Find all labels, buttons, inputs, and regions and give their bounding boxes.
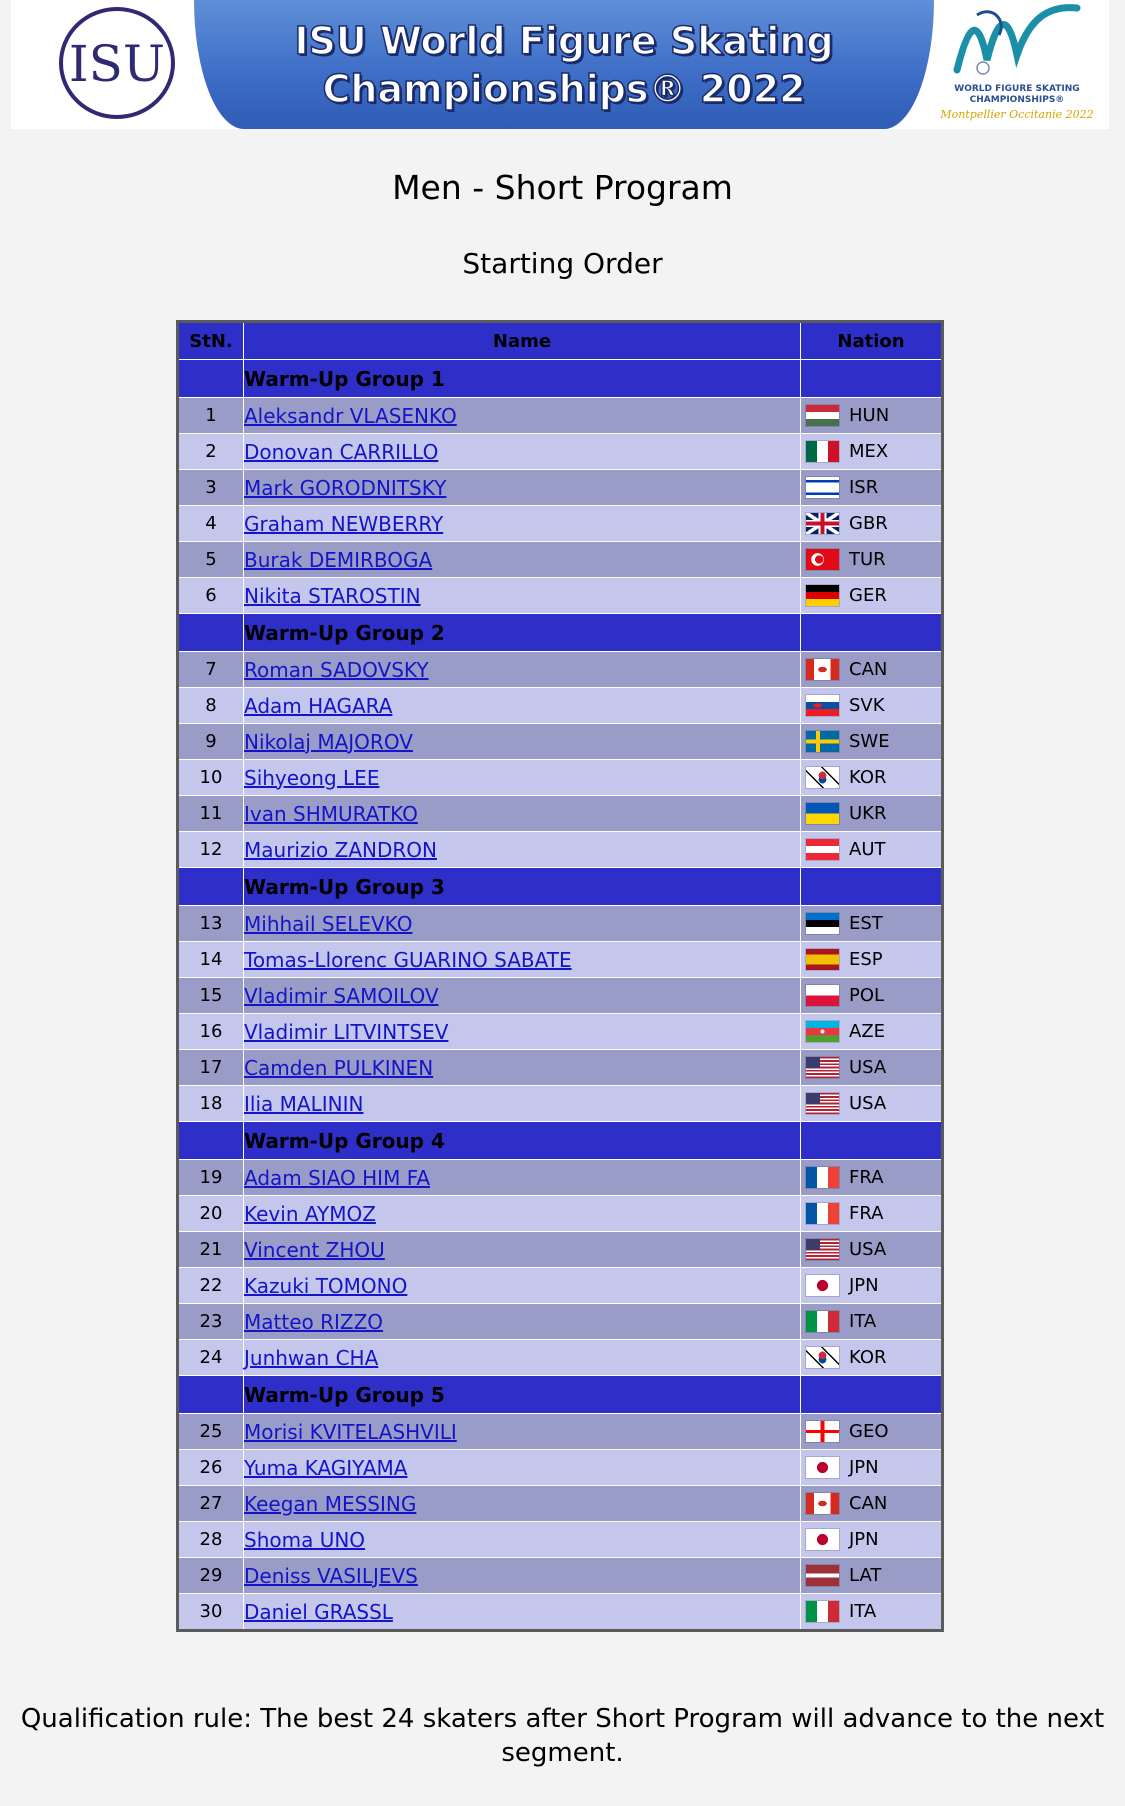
nation-cell [801, 542, 943, 578]
can-flag-icon [806, 659, 839, 680]
table-row [178, 1050, 943, 1086]
nation-cell [801, 1196, 943, 1232]
nation-code: LAT [849, 1565, 882, 1586]
skater-name-cell [244, 760, 801, 796]
skater-name-cell [244, 1558, 801, 1594]
skater-name-link[interactable]: Adam HAGARA [244, 693, 393, 718]
nation-cell [801, 796, 943, 832]
nation-code: KOR [849, 767, 887, 788]
kor-flag-icon [806, 767, 839, 788]
warm-up-group-row [178, 1376, 943, 1414]
page-title: Men - Short Program [392, 168, 733, 207]
table-row [178, 470, 943, 506]
nation-code: USA [849, 1239, 887, 1260]
skater-name-link[interactable]: Vladimir SAMOILOV [244, 983, 439, 1008]
group-label: Warm-Up Group 1 [244, 360, 801, 398]
nation-cell [801, 1160, 943, 1196]
table-row [178, 398, 943, 434]
warm-up-group-row [178, 868, 943, 906]
starting-number: 25 [178, 1414, 244, 1450]
nation-code: POL [849, 985, 885, 1006]
usa-flag-icon [806, 1239, 839, 1260]
banner-title-line2: Championships® 2022 [322, 66, 806, 111]
group-stn-cell [178, 614, 244, 652]
starting-number: 20 [178, 1196, 244, 1232]
starting-number: 6 [178, 578, 244, 614]
group-stn-cell [178, 1122, 244, 1160]
worlds-w-emblem-icon [937, 0, 1097, 80]
skater-name-cell [244, 542, 801, 578]
table-row [178, 906, 943, 942]
skater-name-cell [244, 978, 801, 1014]
aze-flag-icon [806, 1021, 839, 1042]
esp-flag-icon [806, 949, 839, 970]
group-label: Warm-Up Group 3 [244, 868, 801, 906]
table-row [178, 1486, 943, 1522]
nation-cell [801, 832, 943, 868]
skater-name-link[interactable]: Deniss VASILJEVS [244, 1563, 418, 1588]
table-body [178, 360, 943, 1631]
skater-name-link[interactable]: Morisi KVITELASHVILI [244, 1419, 457, 1444]
table-header-row [178, 322, 943, 360]
nation-code: FRA [849, 1203, 884, 1224]
group-nation-cell [801, 360, 943, 398]
skater-name-cell [244, 398, 801, 434]
nation-code: SWE [849, 731, 890, 752]
starting-number: 29 [178, 1558, 244, 1594]
skater-name-cell [244, 906, 801, 942]
nation-cell [801, 906, 943, 942]
nation-cell [801, 760, 943, 796]
starting-number: 7 [178, 652, 244, 688]
table-row [178, 1304, 943, 1340]
starting-number: 9 [178, 724, 244, 760]
skater-name-link[interactable]: Camden PULKINEN [244, 1055, 434, 1080]
isu-logo [56, 4, 178, 122]
starting-number: 27 [178, 1486, 244, 1522]
nation-code: ITA [849, 1311, 877, 1332]
page-subtitle: Starting Order [462, 247, 663, 280]
skater-name-link[interactable]: Vladimir LITVINTSEV [244, 1019, 449, 1044]
skater-name-cell [244, 506, 801, 542]
nation-cell [801, 1414, 943, 1450]
table-row [178, 1558, 943, 1594]
nation-code: GBR [849, 513, 888, 534]
svk-flag-icon [806, 695, 839, 716]
aut-flag-icon [806, 839, 839, 860]
jpn-flag-icon [806, 1529, 839, 1550]
group-nation-cell [801, 868, 943, 906]
starting-number: 30 [178, 1594, 244, 1631]
skater-name-link[interactable]: Kazuki TOMONO [244, 1273, 408, 1298]
skater-name-link[interactable]: Roman SADOVSKY [244, 657, 429, 682]
skater-name-cell [244, 1414, 801, 1450]
skater-name-cell [244, 1268, 801, 1304]
nation-code: FRA [849, 1167, 884, 1188]
skater-name-link[interactable]: Keegan MESSING [244, 1491, 417, 1516]
lat-flag-icon [806, 1565, 839, 1586]
nation-cell [801, 724, 943, 760]
nation-code: EST [849, 913, 883, 934]
starting-number: 5 [178, 542, 244, 578]
ita-flag-icon [806, 1311, 839, 1332]
nation-cell [801, 688, 943, 724]
table-row [178, 796, 943, 832]
skater-name-cell [244, 1050, 801, 1086]
table-row [178, 1268, 943, 1304]
skater-name-cell [244, 1014, 801, 1050]
skater-name-cell [244, 652, 801, 688]
tur-flag-icon [806, 549, 839, 570]
skater-name-link[interactable]: Sihyeong LEE [244, 765, 380, 790]
nation-code: MEX [849, 441, 889, 462]
starting-number: 24 [178, 1340, 244, 1376]
skater-name-link[interactable]: Mark GORODNITSKY [244, 475, 447, 500]
group-label: Warm-Up Group 4 [244, 1122, 801, 1160]
can-flag-icon [806, 1493, 839, 1514]
table-row [178, 1014, 943, 1050]
worlds-event-logo [937, 0, 1097, 129]
nation-code: USA [849, 1093, 887, 1114]
worlds-logo-text1: WORLD FIGURE SKATING [954, 84, 1080, 94]
table-row [178, 1196, 943, 1232]
starting-number: 13 [178, 906, 244, 942]
skater-name-cell [244, 1522, 801, 1558]
nation-cell [801, 1486, 943, 1522]
table-row [178, 542, 943, 578]
skater-name-link[interactable]: Daniel GRASSL [244, 1599, 393, 1624]
skater-name-cell [244, 942, 801, 978]
skater-name-link[interactable]: Yuma KAGIYAMA [244, 1455, 408, 1480]
skater-name-link[interactable]: Junhwan CHA [244, 1345, 379, 1370]
nation-cell [801, 1232, 943, 1268]
nation-cell [801, 1304, 943, 1340]
qualification-rule: Qualification rule: The best 24 skaters after Short Program will advance to the next segment. [20, 1704, 1105, 1768]
nation-code: ESP [849, 949, 883, 970]
nation-cell [801, 1050, 943, 1086]
championship-banner [11, 0, 1109, 129]
skater-name-link[interactable]: Tomas-Llorenc GUARINO SABATE [244, 947, 572, 972]
jpn-flag-icon [806, 1457, 839, 1478]
table-row [178, 1340, 943, 1376]
skater-name-cell [244, 1160, 801, 1196]
skater-name-cell [244, 796, 801, 832]
skater-name-cell [244, 1232, 801, 1268]
est-flag-icon [806, 913, 839, 934]
nation-code: JPN [849, 1275, 879, 1296]
gbr-flag-icon [806, 513, 839, 534]
skater-name-link[interactable]: Shoma UNO [244, 1527, 366, 1552]
skater-name-cell [244, 1340, 801, 1376]
table-row [178, 1232, 943, 1268]
geo-flag-icon [806, 1421, 839, 1442]
starting-number: 2 [178, 434, 244, 470]
table-row [178, 578, 943, 614]
swe-flag-icon [806, 731, 839, 752]
starting-number: 15 [178, 978, 244, 1014]
skater-name-cell [244, 832, 801, 868]
table-row [178, 724, 943, 760]
table-row [178, 1522, 943, 1558]
warm-up-group-row [178, 360, 943, 398]
starting-order-table [176, 320, 944, 1632]
starting-number: 26 [178, 1450, 244, 1486]
skater-name-cell [244, 1196, 801, 1232]
mex-flag-icon [806, 441, 839, 462]
starting-number: 1 [178, 398, 244, 434]
skater-name-cell [244, 578, 801, 614]
skater-name-link[interactable]: Ivan SHMURATKO [244, 801, 418, 826]
nation-code: GEO [849, 1421, 889, 1442]
skater-name-link[interactable]: Adam SIAO HIM FA [244, 1165, 431, 1190]
kor-flag-icon [806, 1347, 839, 1368]
nation-code: UKR [849, 803, 887, 824]
nation-code: AUT [849, 839, 886, 860]
header-name: Name [244, 322, 801, 360]
table-row [178, 1086, 943, 1122]
table-row [178, 652, 943, 688]
nation-code: CAN [849, 659, 888, 680]
usa-flag-icon [806, 1057, 839, 1078]
starting-number: 10 [178, 760, 244, 796]
skater-name-cell [244, 1450, 801, 1486]
nation-cell [801, 1340, 943, 1376]
ukr-flag-icon [806, 803, 839, 824]
nation-code: CAN [849, 1493, 888, 1514]
starting-number: 16 [178, 1014, 244, 1050]
skater-name-link[interactable]: Ilia MALININ [244, 1091, 364, 1116]
skater-name-link[interactable]: Vincent ZHOU [244, 1237, 385, 1262]
skater-name-link[interactable]: Burak DEMIRBOGA [244, 547, 433, 572]
fra-flag-icon [806, 1167, 839, 1188]
nation-cell [801, 978, 943, 1014]
isu-logo-text: ISU [68, 35, 166, 93]
table-row [178, 760, 943, 796]
skater-name-cell [244, 1594, 801, 1631]
skater-name-link[interactable]: Mihhail SELEVKO [244, 911, 413, 936]
group-stn-cell [178, 868, 244, 906]
nation-code: USA [849, 1057, 887, 1078]
nation-code: KOR [849, 1347, 887, 1368]
nation-cell [801, 1086, 943, 1122]
starting-number: 22 [178, 1268, 244, 1304]
nation-code: HUN [849, 405, 890, 426]
skater-name-cell [244, 434, 801, 470]
nation-cell [801, 652, 943, 688]
skater-name-link[interactable]: Nikolaj MAJOROV [244, 729, 413, 754]
skater-name-link[interactable]: Nikita STAROSTIN [244, 583, 421, 608]
starting-number: 19 [178, 1160, 244, 1196]
starting-number: 12 [178, 832, 244, 868]
table-row [178, 506, 943, 542]
nation-cell [801, 398, 943, 434]
skater-name-cell [244, 470, 801, 506]
group-stn-cell [178, 360, 244, 398]
nation-cell [801, 1450, 943, 1486]
table-row [178, 1414, 943, 1450]
starting-number: 14 [178, 942, 244, 978]
nation-cell [801, 1594, 943, 1631]
starting-number: 18 [178, 1086, 244, 1122]
skater-name-link[interactable]: Maurizio ZANDRON [244, 837, 437, 862]
usa-flag-icon [806, 1093, 839, 1114]
table-row [178, 434, 943, 470]
fra-flag-icon [806, 1203, 839, 1224]
nation-code: AZE [849, 1021, 886, 1042]
nation-code: ISR [849, 477, 879, 498]
group-nation-cell [801, 1376, 943, 1414]
starting-number: 17 [178, 1050, 244, 1086]
starting-number: 11 [178, 796, 244, 832]
table-row [178, 1160, 943, 1196]
starting-number: 21 [178, 1232, 244, 1268]
nation-cell [801, 942, 943, 978]
skater-name-cell [244, 1304, 801, 1340]
skater-name-cell [244, 1486, 801, 1522]
hun-flag-icon [806, 405, 839, 426]
skater-name-link[interactable]: Donovan CARRILLO [244, 439, 439, 464]
starting-number: 23 [178, 1304, 244, 1340]
nation-code: JPN [849, 1457, 879, 1478]
starting-number: 4 [178, 506, 244, 542]
skater-name-link[interactable]: Matteo RIZZO [244, 1309, 384, 1334]
warm-up-group-row [178, 1122, 943, 1160]
group-label: Warm-Up Group 2 [244, 614, 801, 652]
skater-name-cell [244, 1086, 801, 1122]
nation-code: SVK [849, 695, 885, 716]
banner-title-line1: ISU World Figure Skating [294, 18, 834, 63]
ita-flag-icon [806, 1601, 839, 1622]
group-nation-cell [801, 1122, 943, 1160]
skater-name-link[interactable]: Kevin AYMOZ [244, 1201, 376, 1226]
nation-cell [801, 1558, 943, 1594]
jpn-flag-icon [806, 1275, 839, 1296]
table-row [178, 688, 943, 724]
pol-flag-icon [806, 985, 839, 1006]
table-row [178, 832, 943, 868]
table-row [178, 1594, 943, 1631]
nation-cell [801, 578, 943, 614]
table-row [178, 942, 943, 978]
nation-code: GER [849, 585, 887, 606]
skater-name-cell [244, 688, 801, 724]
header-nation: Nation [801, 322, 943, 360]
starting-number: 3 [178, 470, 244, 506]
nation-code: ITA [849, 1601, 877, 1622]
group-label: Warm-Up Group 5 [244, 1376, 801, 1414]
table-row [178, 1450, 943, 1486]
header-stn: StN. [178, 322, 244, 360]
nation-cell [801, 1268, 943, 1304]
skater-name-link[interactable]: Graham NEWBERRY [244, 511, 444, 536]
skater-name-cell [244, 724, 801, 760]
nation-cell [801, 506, 943, 542]
nation-cell [801, 1014, 943, 1050]
nation-cell [801, 470, 943, 506]
ger-flag-icon [806, 585, 839, 606]
nation-code: JPN [849, 1529, 879, 1550]
nation-code: TUR [849, 549, 886, 570]
skater-name-link[interactable]: Aleksandr VLASENKO [244, 403, 457, 428]
warm-up-group-row [178, 614, 943, 652]
nation-cell [801, 1522, 943, 1558]
nation-cell [801, 434, 943, 470]
table-row [178, 978, 943, 1014]
starting-number: 28 [178, 1522, 244, 1558]
isr-flag-icon [806, 477, 839, 498]
starting-number: 8 [178, 688, 244, 724]
worlds-logo-text2: CHAMPIONSHIPS® [969, 95, 1065, 105]
group-nation-cell [801, 614, 943, 652]
group-stn-cell [178, 1376, 244, 1414]
banner-title-area [194, 0, 934, 129]
worlds-logo-script: Montpellier Occitanie 2022 [940, 108, 1094, 121]
